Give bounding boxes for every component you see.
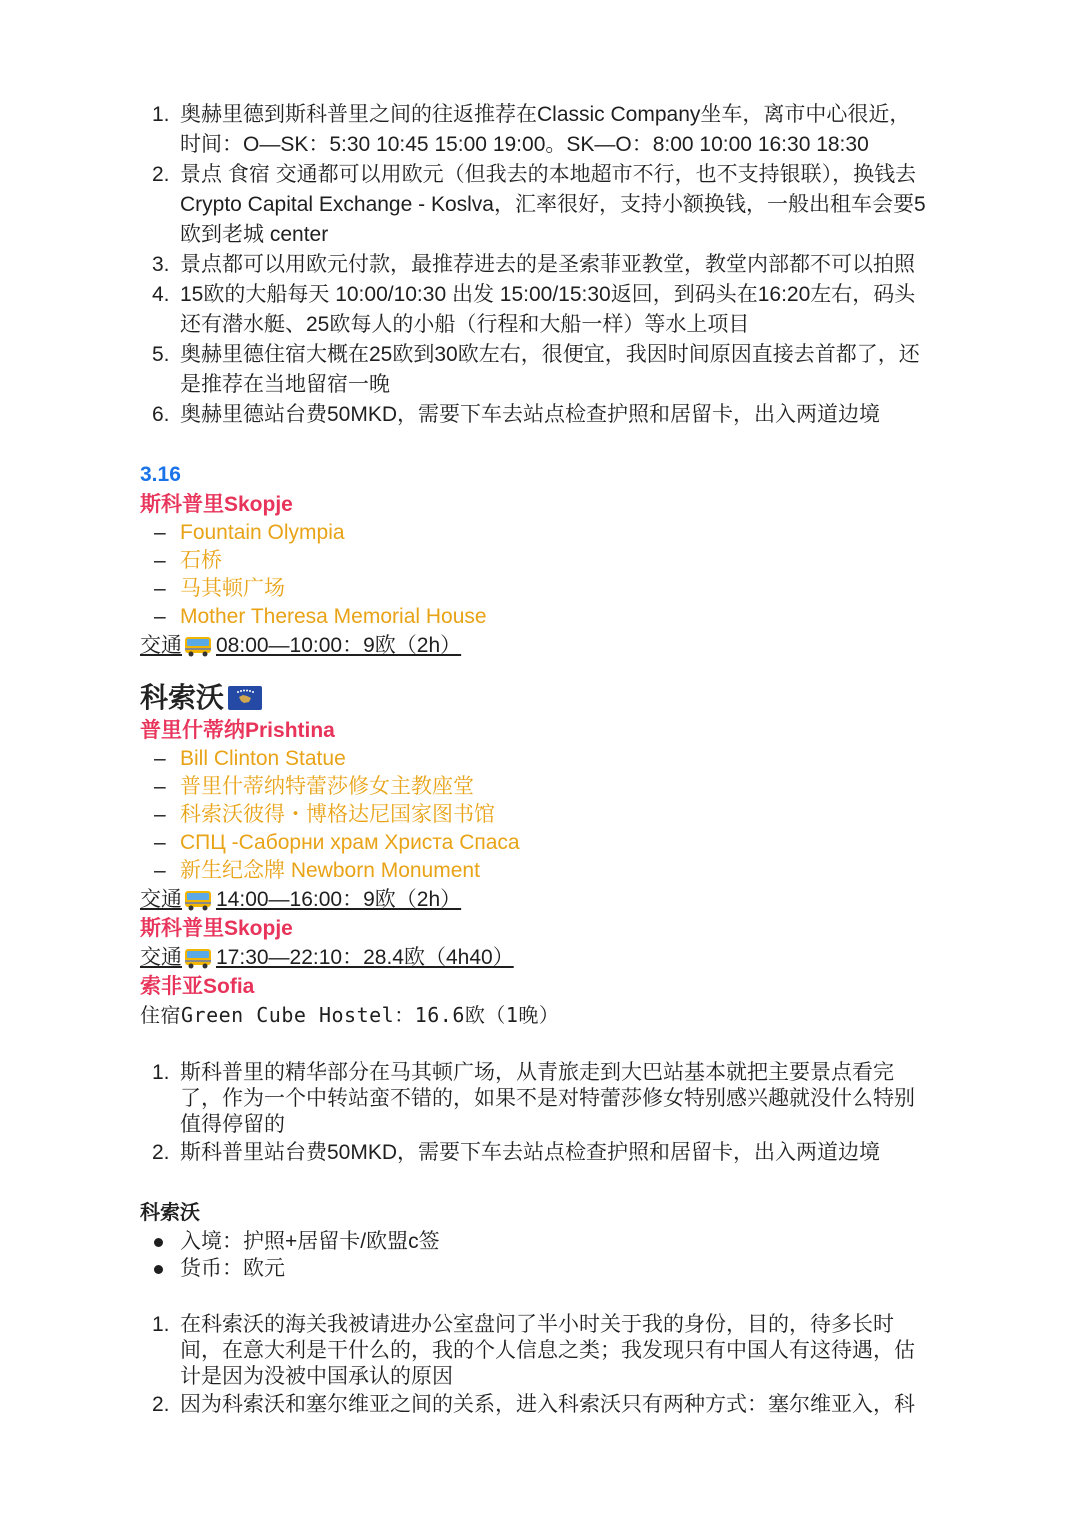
- city-heading-sofia: 索非亚Sofia: [140, 975, 255, 998]
- spot-item[interactable]: – 普里什蒂纳特蕾莎修女主教座堂: [154, 775, 474, 798]
- spot-item[interactable]: – Fountain Olympia: [154, 521, 345, 544]
- list-item: 1. 在科索沃的海关我被请进办公室盘问了半小时关于我的身份，目的，待多长时间，在意大利是干什么的，我的个人信息之类；我发现只有中国人有这待遇，估计是因为没被中国承认的原因: [152, 1313, 915, 1388]
- spot-item[interactable]: – Mother Theresa Memorial House: [154, 605, 487, 628]
- transport-line: 交通 17:30—22:10：28.4欧（4h40）: [140, 946, 514, 969]
- bus-icon: [184, 635, 212, 657]
- spot-item[interactable]: – 新生纪念牌 Newborn Monument: [154, 859, 480, 882]
- spot-item[interactable]: – Bill Clinton Statue: [154, 747, 346, 770]
- list-item: 3. 景点都可以用欧元付款，最推荐进去的是圣索菲亚教堂，教堂内部都不可以拍照: [152, 253, 915, 276]
- country-heading: 科索沃: [140, 680, 1080, 716]
- stay-line: 住宿Green Cube Hostel：16.6欧（1晚）: [140, 1003, 560, 1027]
- bullet-icon: [154, 1238, 163, 1247]
- section2-notes: [140, 1060, 1080, 1168]
- bus-icon: [184, 889, 212, 911]
- kosovo-notes: [140, 1312, 1080, 1420]
- list-item: 入境：护照+居留卡/欧盟c签: [140, 1228, 1080, 1255]
- city-heading-prishtina: 普里什蒂纳Prishtina: [140, 719, 335, 742]
- list-item: 2. 景点 食宿 交通都可以用欧元（但我去的本地超市不行，也不支持银联），换钱去 Crypto Capital Exchange - Koslva，汇率很好，支持小额换钱，一般出租车会要5欧到老城 center: [152, 163, 926, 246]
- spot-item[interactable]: – 石桥: [154, 549, 222, 572]
- spot-item[interactable]: – СПЦ -Саборни храм Христа Спаса: [154, 831, 520, 854]
- kosovo-flag-icon: [228, 686, 262, 710]
- kosovo-bullets: [140, 1228, 1080, 1282]
- bullet-icon: [154, 1265, 163, 1274]
- transport-line: 交通 08:00—10:00：9欧（2h）: [140, 634, 462, 657]
- list-item: 2. 斯科普里站台费50MKD，需要下车去站点检查护照和居留卡，出入两道边境: [152, 1141, 881, 1164]
- list-item: 1. 斯科普里的精华部分在马其顿广场，从青旅走到大巴站基本就把主要景点看完了，作为一个中转站蛮不错的，如果不是对特蕾莎修女特别感兴趣就没什么特别值得停留的: [152, 1061, 915, 1136]
- day-date: 3.16: [140, 463, 181, 486]
- skopje-spots: [140, 519, 1080, 631]
- city-heading-skopje: 斯科普里Skopje: [140, 917, 293, 940]
- spot-item[interactable]: – 马其顿广场: [154, 577, 285, 600]
- list-item: 5. 奥赫里德住宿大概在25欧到30欧左右，很便宜，我因时间原因直接去首都了，还是推荐在当地留宿一晚: [152, 343, 920, 396]
- city-heading-skopje: 斯科普里Skopje: [140, 493, 293, 516]
- list-item: 4. 15欧的大船每天 10:00/10:30 出发 15:00/15:30返回，到码头在16:20左右，码头还有潜水艇、25欧每人的小船（行程和大船一样）等水上项目: [152, 283, 916, 336]
- bus-icon: [184, 947, 212, 969]
- transport-line: 交通 14:00—16:00：9欧（2h）: [140, 888, 462, 911]
- list-item: 货币：欧元: [140, 1255, 1080, 1282]
- prishtina-spots: [140, 745, 1080, 885]
- list-item: 1. 奥赫里德到斯科普里之间的往返推荐在Classic Company坐车，离市中心很近，时间：O—SK：5:30 10:45 15:00 19:00。SK—O：8:00 10:00 16:30 18:30: [152, 103, 911, 156]
- kosovo-subheading: 科索沃: [140, 1202, 200, 1224]
- section1-notes: [140, 100, 1080, 430]
- spot-item[interactable]: – 科索沃彼得・博格达尼国家图书馆: [154, 803, 495, 826]
- list-item: 6. 奥赫里德站台费50MKD，需要下车去站点检查护照和居留卡，出入两道边境: [152, 403, 881, 426]
- list-item: 2. 因为科索沃和塞尔维亚之间的关系，进入科索沃只有两种方式：塞尔维亚入，科: [152, 1393, 915, 1416]
